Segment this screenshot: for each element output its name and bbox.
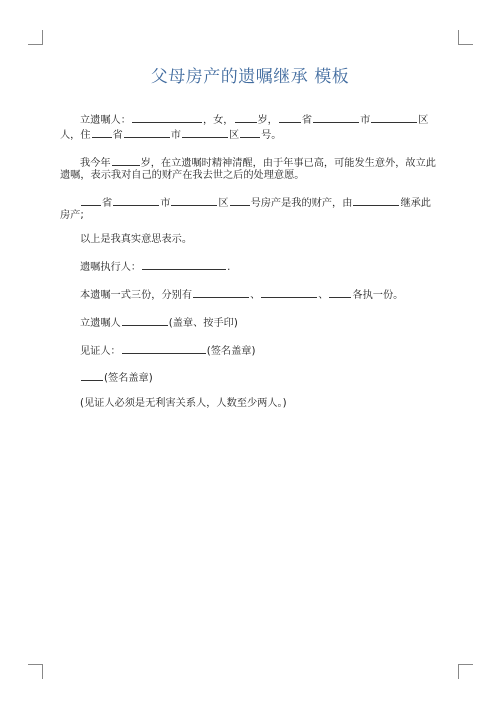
crop-mark-top-right (458, 30, 473, 45)
text-segment: (签名盖章) (104, 373, 153, 385)
text-segment: 省 (102, 197, 113, 209)
text-segment: 本遗嘱一式三份，分别有 (80, 289, 193, 301)
text-segment: 我今年 (80, 157, 111, 169)
text-segment: 区 (228, 130, 240, 141)
crop-mark-bottom-left (28, 664, 43, 679)
testator-signature-label: 立遗嘱人 (80, 317, 121, 329)
district-blank[interactable] (371, 112, 417, 123)
property-province-blank[interactable] (81, 195, 101, 206)
second-witness-paragraph (60, 370, 440, 385)
address-province-blank[interactable] (92, 127, 112, 138)
intent-paragraph (60, 155, 440, 182)
executor-label: 遗嘱执行人： (80, 262, 142, 274)
holder-3-blank[interactable] (329, 287, 351, 298)
holder-1-blank[interactable] (193, 287, 249, 298)
text-segment: (签名盖章) (206, 345, 256, 357)
text-segment: 市 (160, 197, 171, 209)
text-segment: 号房产是我的财产，由 (250, 197, 353, 209)
text-segment: 、 (250, 289, 261, 301)
text-segment: 市 (360, 115, 371, 126)
address-district-blank[interactable] (182, 127, 228, 138)
city-blank[interactable] (313, 112, 359, 123)
witness-label: 见证人： (80, 345, 121, 357)
age-blank[interactable] (235, 112, 257, 123)
text-segment: 人，住 (60, 130, 91, 141)
property-number-blank[interactable] (230, 195, 250, 206)
current-age-blank[interactable] (112, 155, 140, 166)
testator-signature-blank[interactable] (122, 315, 168, 326)
crop-mark-top-left (28, 30, 43, 45)
text-segment: 区 (418, 115, 429, 126)
text-segment: ，女， (202, 115, 234, 126)
address-city-blank[interactable] (124, 127, 170, 138)
witness-blank[interactable] (122, 343, 206, 354)
property-city-blank[interactable] (113, 195, 159, 206)
text-segment: 号。 (261, 130, 282, 141)
property-district-blank[interactable] (171, 195, 217, 206)
text-segment: 市 (170, 130, 181, 141)
crop-mark-bottom-right (458, 664, 473, 679)
province-blank[interactable] (279, 112, 301, 123)
text-segment: 省 (112, 130, 123, 141)
testator-info-paragraph (60, 112, 440, 142)
document-title: 父母房产的遗嘱继承 模板 (150, 67, 350, 87)
text-segment: . (227, 262, 231, 274)
text-segment: (盖章、按手印) (168, 317, 238, 329)
second-witness-blank[interactable] (81, 370, 103, 381)
testator-label: 立遗嘱人： (80, 115, 131, 126)
property-paragraph (60, 195, 440, 222)
testator-signature-paragraph (60, 315, 440, 330)
text-segment: 区 (218, 197, 229, 209)
witness-note-paragraph: (见证人必须是无利害关系人，人数至少两人。) (80, 398, 287, 410)
witness-paragraph (60, 343, 440, 358)
executor-blank[interactable] (142, 259, 226, 270)
text-segment: 省 (301, 115, 313, 126)
text-segment: 岁， (257, 115, 278, 126)
document-body (60, 112, 440, 423)
executor-paragraph (60, 259, 440, 274)
text-segment: 继承此房产; (60, 197, 431, 221)
name-blank[interactable] (132, 112, 202, 123)
text-segment: 、 (318, 289, 329, 301)
copies-paragraph (60, 287, 440, 302)
holder-2-blank[interactable] (261, 287, 317, 298)
text-segment: 岁，在立遗嘱时精神清醒，由于年事已高，可能发生意外，故立此遗嘱，表示我对自己的财产在我去世之后的处理意愿。 (60, 157, 436, 181)
declaration-paragraph: 以上是我真实意思表示。 (80, 234, 193, 246)
text-segment: 各执一份。 (352, 289, 404, 301)
heir-blank[interactable] (353, 195, 399, 206)
address-number-blank[interactable] (240, 127, 260, 138)
